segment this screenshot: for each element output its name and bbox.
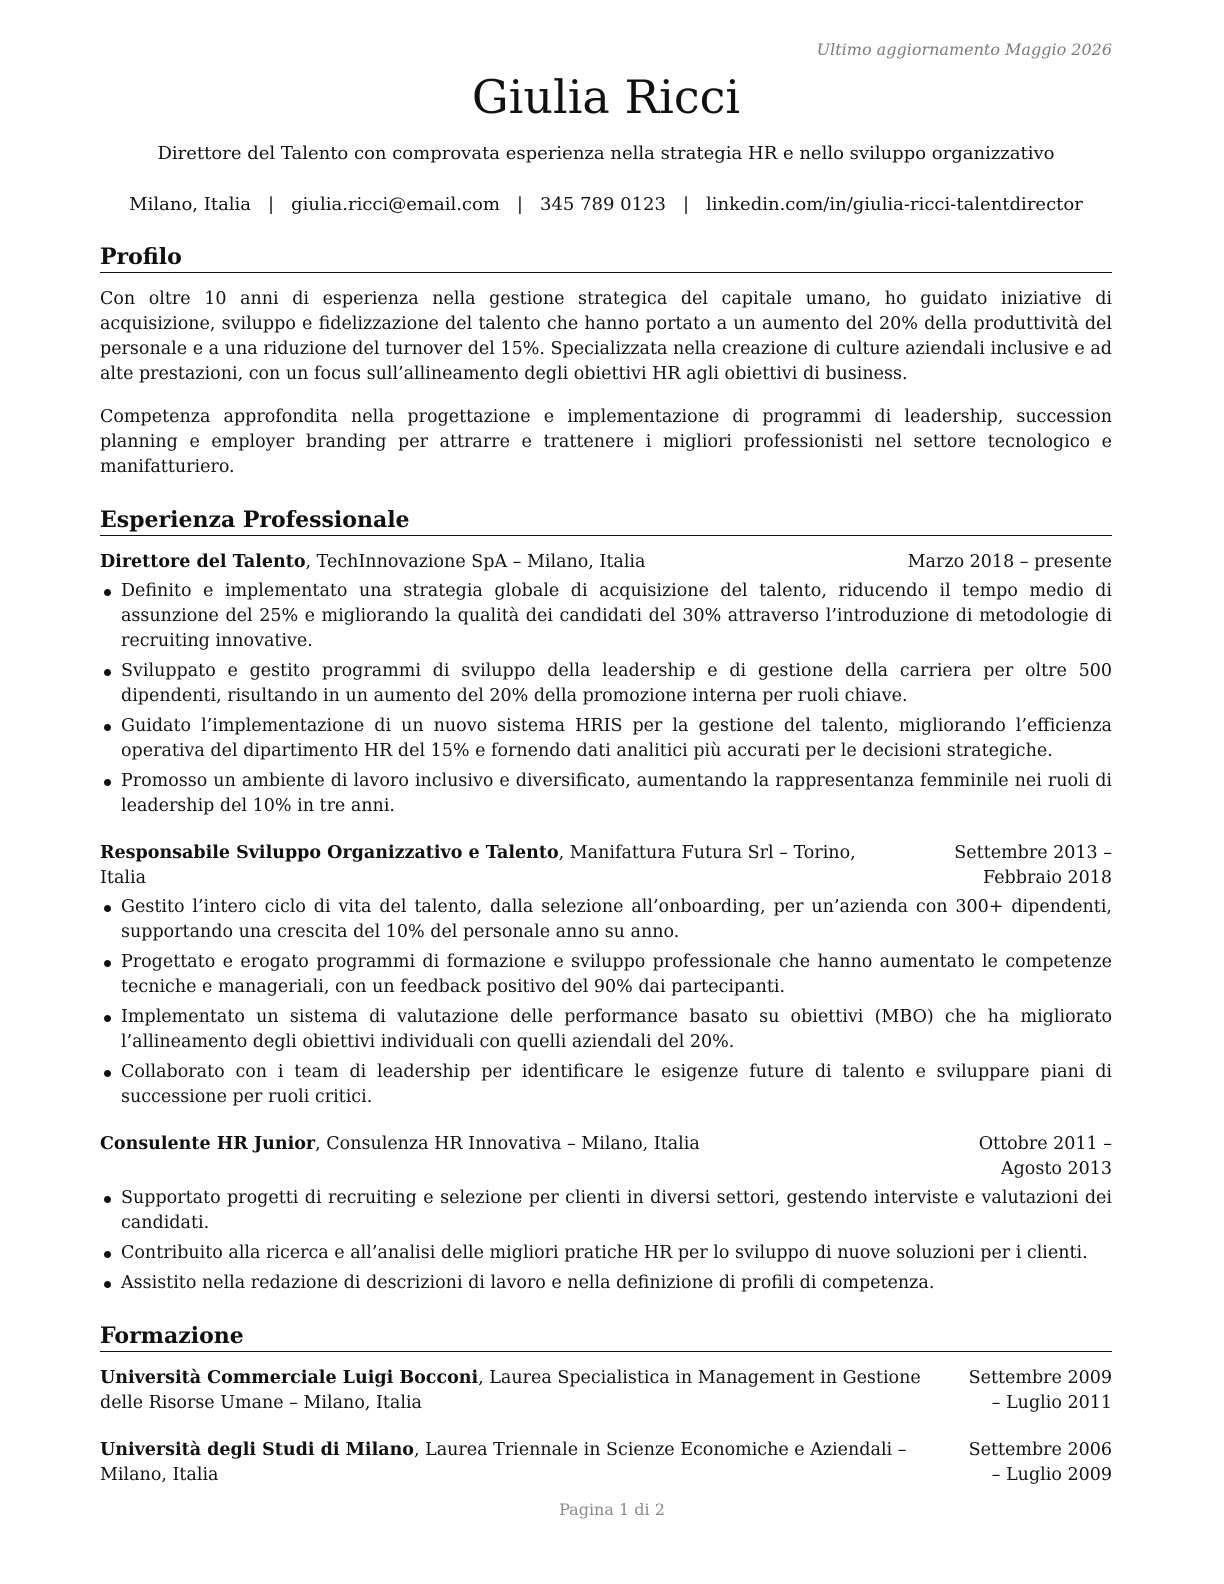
contact-email[interactable]: giulia.ricci@email.com <box>291 194 500 215</box>
job-title-line <box>100 550 908 575</box>
job-entry <box>100 841 1112 1110</box>
education-line <box>100 1366 962 1416</box>
education-dates: Settembre 2006 – Luglio 2009 <box>968 1439 1112 1485</box>
candidate-name: Giulia Ricci <box>471 70 741 124</box>
job-bullets <box>100 1186 1112 1296</box>
bullet-item: Collaborato con i team di leadership per identificare le esigenze future di talento e sviluppare piani di successione per ruoli critici. <box>100 1060 1112 1110</box>
job-bullets <box>100 579 1112 819</box>
contact-line <box>100 193 1112 217</box>
contact-separator: | <box>682 194 690 215</box>
contact-separator: | <box>268 194 275 215</box>
job-dates: Marzo 2018 – presente <box>907 551 1112 572</box>
contact-separator: | <box>516 194 523 215</box>
resume-page <box>100 40 1112 1488</box>
tagline: Direttore del Talento con comprovata esperienza nella strategia HR e nello sviluppo organizzativo <box>157 143 1055 164</box>
job-title-line <box>100 841 876 891</box>
job-dates: Settembre 2013 – Febbraio 2018 <box>954 842 1112 888</box>
job-role: Direttore del Talento <box>100 551 306 572</box>
last-updated-note: Ultimo aggiornamento Maggio 2026 <box>816 40 1112 59</box>
profile-paragraph: Competenza approfondita nella progettazione e implementazione di programmi di leadership, succession planning e employer branding per attrarre e trattenere i migliori professionisti nel settore tecnologico e manifatturiero. <box>100 406 1112 477</box>
education-line <box>100 1438 962 1488</box>
education-entry <box>100 1438 1112 1488</box>
profile-paragraph: Con oltre 10 anni di esperienza nella gestione strategica del capitale umano, ho guidato iniziative di acquisizione, sviluppo e fidelizzazione del talento che hanno portato a un aumento del 20% della produttività del personale e a una riduzione del turnover del 15%. Specializzata nella creazione di culture aziendali inclusive e ad alte prestazioni, con un focus sull’allineamento degli obiettivi HR agli obiettivi di business. <box>100 289 1112 384</box>
education-school: Università degli Studi di Milano <box>100 1439 414 1460</box>
education-school: Università Commerciale Luigi Bocconi <box>100 1367 479 1388</box>
job-company: , Manifattura Futura Srl – Torino, Italia <box>100 842 856 888</box>
job-header <box>100 841 1112 891</box>
bullet-item: Assistito nella redazione di descrizioni di lavoro e nella definizione di profili di competenza. <box>100 1271 1112 1296</box>
job-role: Responsabile Sviluppo Organizzativo e Talento <box>100 842 559 863</box>
contact-phone[interactable]: 345 789 0123 <box>540 194 666 215</box>
bullet-item: Contribuito alla ricerca e all’analisi delle migliori pratiche HR per lo sviluppo di nuove soluzioni per i clienti. <box>100 1241 1112 1266</box>
job-header <box>100 1132 1112 1182</box>
contact-linkedin[interactable]: linkedin.com/in/giulia-ricci-talentdirector <box>706 194 1083 215</box>
job-bullets <box>100 895 1112 1110</box>
section-title-education: Formazione <box>100 1322 1112 1352</box>
job-dates: Ottobre 2011 – Agosto 2013 <box>978 1133 1112 1179</box>
job-company: , TechInnovazione SpA – Milano, Italia <box>305 551 646 572</box>
job-title-line <box>100 1132 962 1157</box>
education-degree: , Laurea Specialistica in Management in Gestione delle Risorse Umane – Milano, Italia <box>100 1367 921 1413</box>
job-entry <box>100 1132 1112 1296</box>
education-header <box>100 1438 1112 1488</box>
job-company: , Consulenza HR Innovativa – Milano, Italia <box>315 1133 700 1154</box>
job-header <box>100 550 1112 575</box>
section-title-profile: Profilo <box>100 243 1112 273</box>
contact-location: Milano, Italia <box>129 194 252 215</box>
job-entry <box>100 550 1112 819</box>
education-degree: , Laurea Triennale in Scienze Economiche e Aziendali – Milano, Italia <box>100 1439 907 1485</box>
bullet-item: Supportato progetti di recruiting e selezione per clienti in diversi settori, gestendo interviste e valutazioni dei candidati. <box>100 1186 1112 1236</box>
bullet-item: Gestito l’intero ciclo di vita del talento, dalla selezione all’onboarding, per un’azienda con 300+ dipendenti, supportando una crescita del 10% del personale anno su anno. <box>100 895 1112 945</box>
page-number: Pagina 1 di 2 <box>559 1500 665 1519</box>
section-title-experience: Esperienza Professionale <box>100 506 1112 536</box>
education-dates: Settembre 2009 – Luglio 2011 <box>968 1367 1112 1413</box>
education-entry <box>100 1366 1112 1416</box>
education-header <box>100 1366 1112 1416</box>
bullet-item: Promosso un ambiente di lavoro inclusivo e diversificato, aumentando la rappresentanza femminile nei ruoli di leadership del 10% in tre anni. <box>100 769 1112 819</box>
bullet-item: Definito e implementato una strategia globale di acquisizione del talento, riducendo il tempo medio di assunzione del 25% e migliorando la qualità dei candidati del 30% attraverso l’introduzione di metodologie di recruiting innovative. <box>100 579 1112 654</box>
bullet-item: Sviluppato e gestito programmi di sviluppo della leadership e di gestione della carriera per oltre 500 dipendenti, risultando in un aumento del 20% della promozione interna per ruoli chiave. <box>100 659 1112 709</box>
bullet-item: Progettato e erogato programmi di formazione e sviluppo professionale che hanno aumentato le competenze tecniche e manageriali, con un feedback positivo del 90% dai partecipanti. <box>100 950 1112 1000</box>
bullet-item: Guidato l’implementazione di un nuovo sistema HRIS per la gestione del talento, migliorando l’efficienza operativa del dipartimento HR del 15% e fornendo dati analitici più accurati per le decisioni strategiche. <box>100 714 1112 764</box>
job-role: Consulente HR Junior <box>100 1133 316 1154</box>
bullet-item: Implementato un sistema di valutazione delle performance basato su obiettivi (MBO) che ha migliorato l’allineamento degli obiettivi individuali con quelli aziendali del 20%. <box>100 1005 1112 1055</box>
